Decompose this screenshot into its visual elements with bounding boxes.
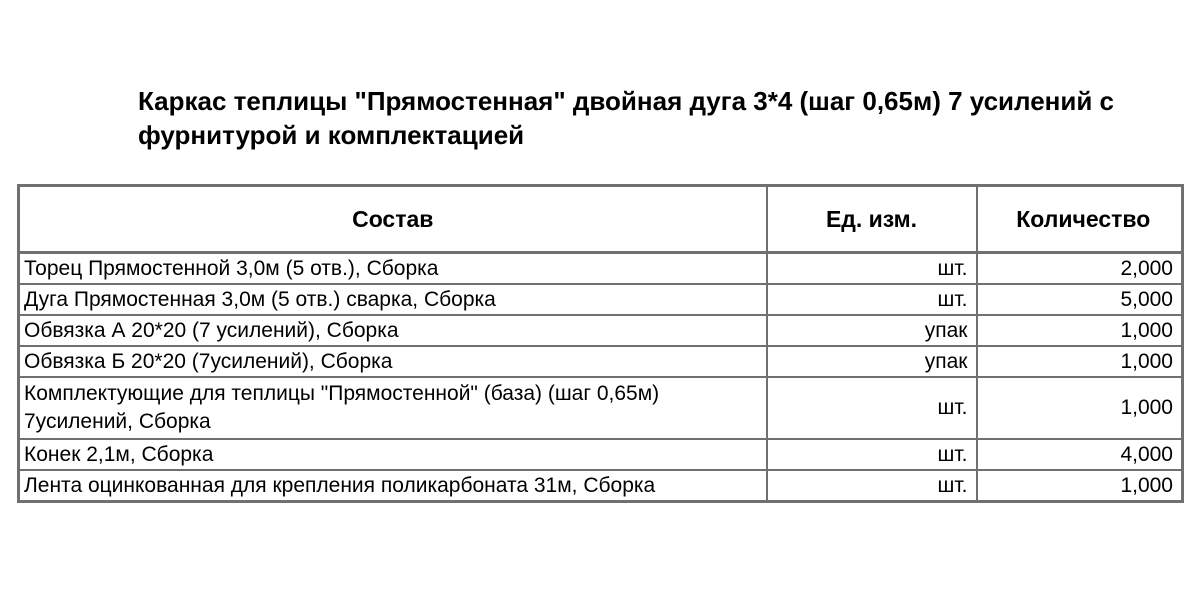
- header-unit: Ед. изм.: [767, 186, 977, 253]
- cell-unit: шт.: [767, 377, 977, 439]
- table-row: [19, 253, 1183, 285]
- spec-table: [17, 184, 1184, 503]
- cell-name: Торец Прямостенной 3,0м (5 отв.), Сборка: [19, 253, 767, 285]
- cell-qty: 1,000: [977, 377, 1183, 439]
- cell-unit: шт.: [767, 470, 977, 502]
- cell-qty: 1,000: [977, 315, 1183, 346]
- document-title: Каркас теплицы "Прямостенная" двойная дуга 3*4 (шаг 0,65м) 7 усилений с фурнитурой и комплектацией: [138, 86, 1115, 150]
- cell-unit: шт.: [767, 253, 977, 285]
- cell-name: Обвязка А 20*20 (7 усилений), Сборка: [19, 315, 767, 346]
- table-row: [19, 377, 1183, 439]
- table-row: [19, 470, 1183, 502]
- cell-unit: шт.: [767, 439, 977, 470]
- cell-name: Конек 2,1м, Сборка: [19, 439, 767, 470]
- cell-qty: 2,000: [977, 253, 1183, 285]
- table-row: [19, 315, 1183, 346]
- cell-name: Комплектующие для теплицы "Прямостенной" (база) (шаг 0,65м) 7усилений, Сборка: [19, 377, 767, 439]
- cell-name: Обвязка Б 20*20 (7усилений), Сборка: [19, 346, 767, 377]
- cell-name: Лента оцинкованная для крепления поликарбоната 31м, Сборка: [19, 470, 767, 502]
- cell-qty: 1,000: [977, 346, 1183, 377]
- header-name: Состав: [19, 186, 767, 253]
- cell-qty: 1,000: [977, 470, 1183, 502]
- table-row: [19, 439, 1183, 470]
- cell-unit: упак: [767, 315, 977, 346]
- table-row: [19, 346, 1183, 377]
- cell-qty: 4,000: [977, 439, 1183, 470]
- header-qty: Количество: [977, 186, 1183, 253]
- table-row: [19, 284, 1183, 315]
- table-header-row: [19, 186, 1183, 253]
- cell-unit: шт.: [767, 284, 977, 315]
- cell-name: Дуга Прямостенная 3,0м (5 отв.) сварка, Сборка: [19, 284, 767, 315]
- cell-qty: 5,000: [977, 284, 1183, 315]
- cell-unit: упак: [767, 346, 977, 377]
